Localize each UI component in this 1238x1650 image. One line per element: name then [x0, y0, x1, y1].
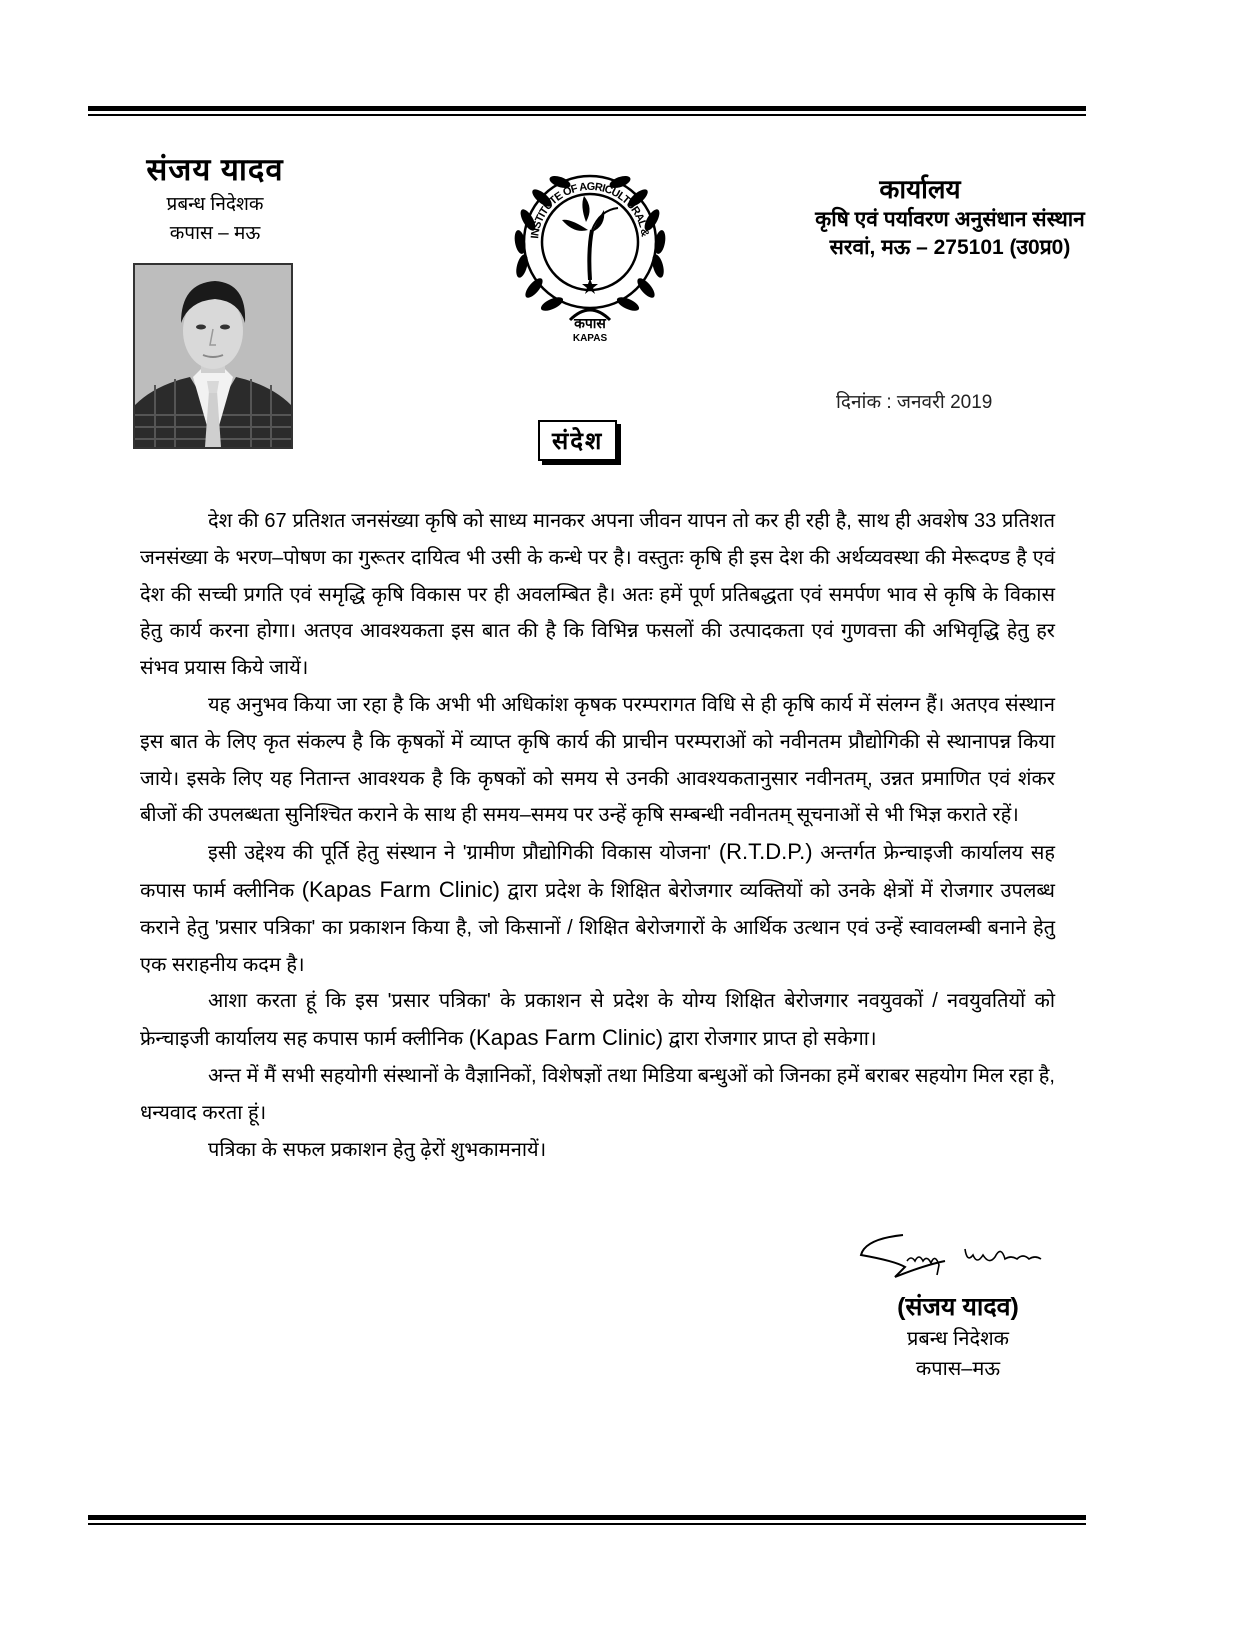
signature-icon: [855, 1225, 1065, 1285]
portrait-photo: [133, 263, 293, 449]
logo-hindi-label: कपास: [574, 315, 606, 331]
paragraph-6: पत्रिका के सफल प्रकाशन हेतु ढ़ेरों शुभकामनायें।: [208, 1138, 547, 1161]
logo-ring-text: INSTITUTE OF AGRICULTURAL &: [529, 180, 651, 240]
rtdp-abbrev: (R.T.D.P.): [718, 839, 813, 865]
top-double-rule: [88, 106, 1086, 116]
kapas-farm-clinic-text: (Kapas Farm Clinic): [301, 876, 500, 902]
institute-name: कृषि एवं पर्यावरण अनुसंधान संस्थान: [815, 208, 1085, 231]
signatory-org: कपास–मऊ: [915, 1358, 1001, 1380]
institute-address: सरवां, मऊ – 275101 (उ0प्र0): [829, 236, 1071, 259]
bottom-double-rule: [88, 1515, 1086, 1525]
paragraph-5: अन्त में मैं सभी सहयोगी संस्थानों के वैज्ञानिकों, विशेषज्ञों तथा मिडिया बन्धुओं को जिनका हमें बराबर सहयोग मिल रहा है, धन्यवाद करता हूं।: [140, 1064, 1055, 1124]
sender-org: कपास – मऊ: [169, 223, 261, 244]
sender-header: [120, 150, 310, 248]
office-address-block: [700, 172, 1120, 262]
letter-date: दिनांक : जनवरी 2019: [836, 392, 993, 413]
paragraph-4: आशा करता हूं कि इस 'प्रसार पत्रिका' के प्रकाशन से प्रदेश के योग्य शिक्षित बेरोजगार नवयुवकों / नवयुवतियों को फ्रेन्चाइजी कार्यालय सह कपास फार्म क्लीनिक (Kapas Farm Clinic) द्वारा रोजगार प्राप्त हो सकेगा।: [140, 990, 1055, 1051]
message-body: [140, 503, 1055, 1168]
signatory-designation: प्रबन्ध निदेशक: [906, 1328, 1010, 1350]
portrait-image: [135, 265, 291, 447]
sender-designation: प्रबन्ध निदेशक: [166, 194, 264, 215]
paragraph-3: इसी उद्देश्य की पूर्ति हेतु संस्थान ने 'ग्रामीण प्रौद्योगिकी विकास योजना' (R.T.D.P.) अन्तर्गत फ्रेन्चाइजी कार्यालय सह कपास फार्म क्लीनिक (Kapas Farm Clinic) द्वारा प्रदेश के शिक्षित बेरोजगार व्यक्तियों को उनके क्षेत्रों में रोजगार उपलब्ध कराने हेतु 'प्रसार पत्रिका' का प्रकाशन किया है, जो किसानों / शिक्षित बेरोजगारों के आर्थिक उत्थान एवं उन्हें स्वावलम्बी बनाने हेतु एक सराहनीय कदम है।: [140, 839, 1055, 976]
signatory-block: [858, 1290, 1058, 1384]
signatory-name: (संजय यादव): [897, 1293, 1019, 1321]
institute-emblem-icon: [500, 150, 680, 345]
logo-english-label: KAPAS: [572, 333, 608, 344]
handwritten-signature: [855, 1225, 1065, 1285]
kapas-farm-clinic-text: (Kapas Farm Clinic): [468, 1025, 664, 1051]
sender-name: संजय यादव: [146, 152, 284, 187]
message-heading: संदेश: [538, 420, 617, 461]
paragraph-2: यह अनुभव किया जा रहा है कि अभी भी अधिकांश कृषक परम्परागत विधि से ही कृषि कार्य में संलग्न हैं। अतएव संस्थान इस बात के लिए कृत संकल्प है कि कृषकों में व्याप्त कृषि कार्य की प्राचीन परम्पराओं को नवीनतम प्रौद्योगिकी से स्थानापन्न किया जाये। इसके लिए यह नितान्त आवश्यक है कि कृषकों को समय से उनकी आवश्यकतानुसार नवीनतम्, उन्नत प्रमाणित एवं शंकर बीजों की उपलब्धता सुनिश्चित कराने के साथ ही समय–समय पर उन्हें कृषि सम्बन्धी नवीनतम् सूचनाओं से भी भिज्ञ कराते रहें।: [140, 693, 1055, 827]
institute-logo: [500, 150, 680, 345]
office-title: कार्यालय: [879, 174, 961, 204]
paragraph-1: देश की 67 प्रतिशत जनसंख्या कृषि को साध्य मानकर अपना जीवन यापन तो कर ही रही है, साथ ही अवशेष 33 प्रतिशत जनसंख्या के भरण–पोषण का गुरूतर दायित्व भी उसी के कन्धे पर है। वस्तुतः कृषि ही इस देश की अर्थव्यवस्था की मेरूदण्ड है एवं देश की सच्ची प्रगति एवं समृद्धि कृषि विकास पर ही अवलम्बित है। अतः हमें पूर्ण प्रतिबद्धता एवं समर्पण भाव से कृषि के विकास हेतु कार्य करना होगा। अतएव आवश्यकता इस बात की है कि विभिन्न फसलों की उत्पादकता एवं गुणवत्ता की अभिवृद्धि हेतु हर संभव प्रयास किये जायें।: [140, 510, 1055, 680]
